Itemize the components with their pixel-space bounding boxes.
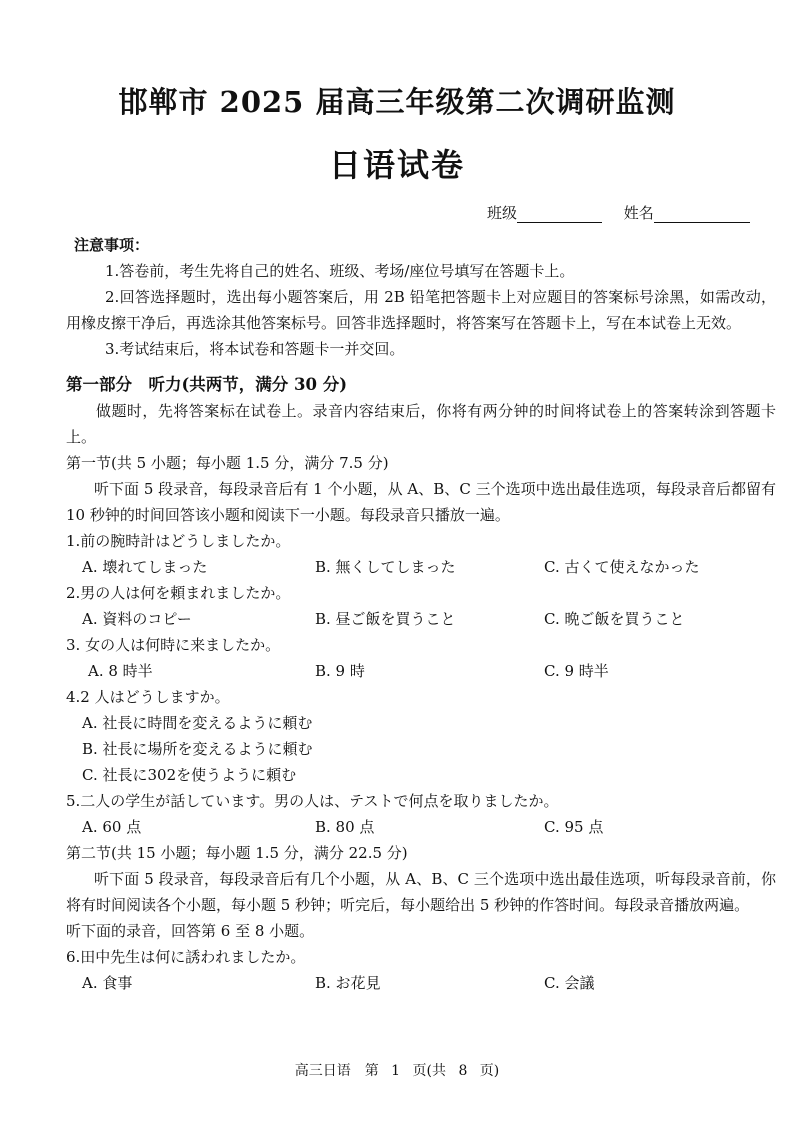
page-footer: 高三日语 第 1 页(共 8 页) <box>294 1063 500 1079</box>
exam-subtitle: 日语试卷 <box>328 146 465 184</box>
option-a[interactable]: A. 資料のコピー <box>82 610 192 628</box>
question-4: 4.2 人はどうしますか。 <box>66 688 230 706</box>
note-2: 2.回答选择题时，选出每小题答案后，用 2B 铅笔把答题卡上对应题目的答案标号涂黑，如需改动，用橡皮擦干净后，再选涂其他答案标号。回答非选择题时，将答案写在答题卡上，写在本试卷上无效。 <box>66 288 776 332</box>
name-label: 姓名 <box>623 204 654 222</box>
question-5-options <box>66 814 776 840</box>
option-b[interactable]: B. 9 時 <box>315 662 365 680</box>
section1-heading: 第一节(共 5 小题；每小题 1.5 分，满分 7.5 分) <box>66 454 389 472</box>
section1-instructions: 听下面 5 段录音，每段录音后有 1 个小题，从 A、B、C 三个选项中选出最佳选项，每段录音后都留有 10 秒钟的时间回答该小题和阅读下一小题。每段录音只播放一遍。 <box>66 480 776 524</box>
option-c[interactable]: C. 会議 <box>544 974 595 992</box>
note-1: 1.答卷前，考生先将自己的姓名、班级、考场/座位号填写在答题卡上。 <box>105 262 575 280</box>
option-a[interactable]: A. 壊れてしまった <box>82 558 208 576</box>
question-6-options <box>66 970 776 996</box>
question-6: 6.田中先生は何に誘われましたか。 <box>66 948 306 966</box>
option-b[interactable]: B. 80 点 <box>315 818 375 836</box>
notes-heading: 注意事项： <box>74 236 150 254</box>
note-3: 3.考试结束后，将本试卷和答题卡一并交回。 <box>105 340 405 358</box>
option-c[interactable]: C. 社長に302を使うように頼む <box>82 766 297 784</box>
option-a[interactable]: A. 食事 <box>82 974 133 992</box>
name-blank[interactable] <box>654 208 750 223</box>
student-info-bar <box>487 202 750 223</box>
exam-title: 邯郸市 2025 届高三年级第二次调研监测 <box>118 85 676 119</box>
question-3-options <box>66 658 776 684</box>
question-2: 2.男の人は何を頼まれましたか。 <box>66 584 291 602</box>
class-label: 班级 <box>487 204 518 222</box>
option-b[interactable]: B. 昼ご飯を買うこと <box>315 610 456 628</box>
section2-heading: 第二节(共 15 小题；每小题 1.5 分，满分 22.5 分) <box>66 844 408 862</box>
question-1: 1.前の腕時計はどうしましたか。 <box>66 532 291 550</box>
listen-note: 听下面的录音，回答第 6 至 8 小题。 <box>66 922 315 940</box>
option-c[interactable]: C. 晩ご飯を買うこと <box>544 610 685 628</box>
option-b[interactable]: B. お花見 <box>315 974 381 992</box>
option-a[interactable]: A. 60 点 <box>82 818 142 836</box>
question-2-options <box>66 606 776 632</box>
part1-intro: 做题时，先将答案标在试卷上。录音内容结束后，你将有两分钟的时间将试卷上的答案转涂到答题卡上。 <box>66 402 776 446</box>
option-c[interactable]: C. 95 点 <box>544 818 604 836</box>
option-a[interactable]: A. 社長に時間を変えるように頼む <box>82 714 313 732</box>
question-1-options <box>66 554 776 580</box>
exam-body <box>66 232 776 996</box>
option-b[interactable]: B. 無くしてしまった <box>315 558 456 576</box>
option-c[interactable]: C. 9 時半 <box>544 662 609 680</box>
part1-heading: 第一部分 听力(共两节，满分 30 分) <box>66 375 348 394</box>
question-3: 3. 女の人は何時に来ましたか。 <box>66 636 281 654</box>
class-blank[interactable] <box>517 208 602 223</box>
option-b[interactable]: B. 社長に場所を変えるように頼む <box>82 740 313 758</box>
option-c[interactable]: C. 古くて使えなかった <box>544 558 700 576</box>
section2-instructions: 听下面 5 段录音，每段录音后有几个小题，从 A、B、C 三个选项中选出最佳选项，听每段录音前，你将有时间阅读各个小题，每小题 5 秒钟；听完后，每小题给出 5 秒钟的作答时间。每段录音播放两遍。 <box>66 870 776 914</box>
option-a[interactable]: A. 8 時半 <box>88 662 153 680</box>
question-5: 5.二人の学生が話しています。男の人は、テストで何点を取りましたか。 <box>66 792 559 810</box>
